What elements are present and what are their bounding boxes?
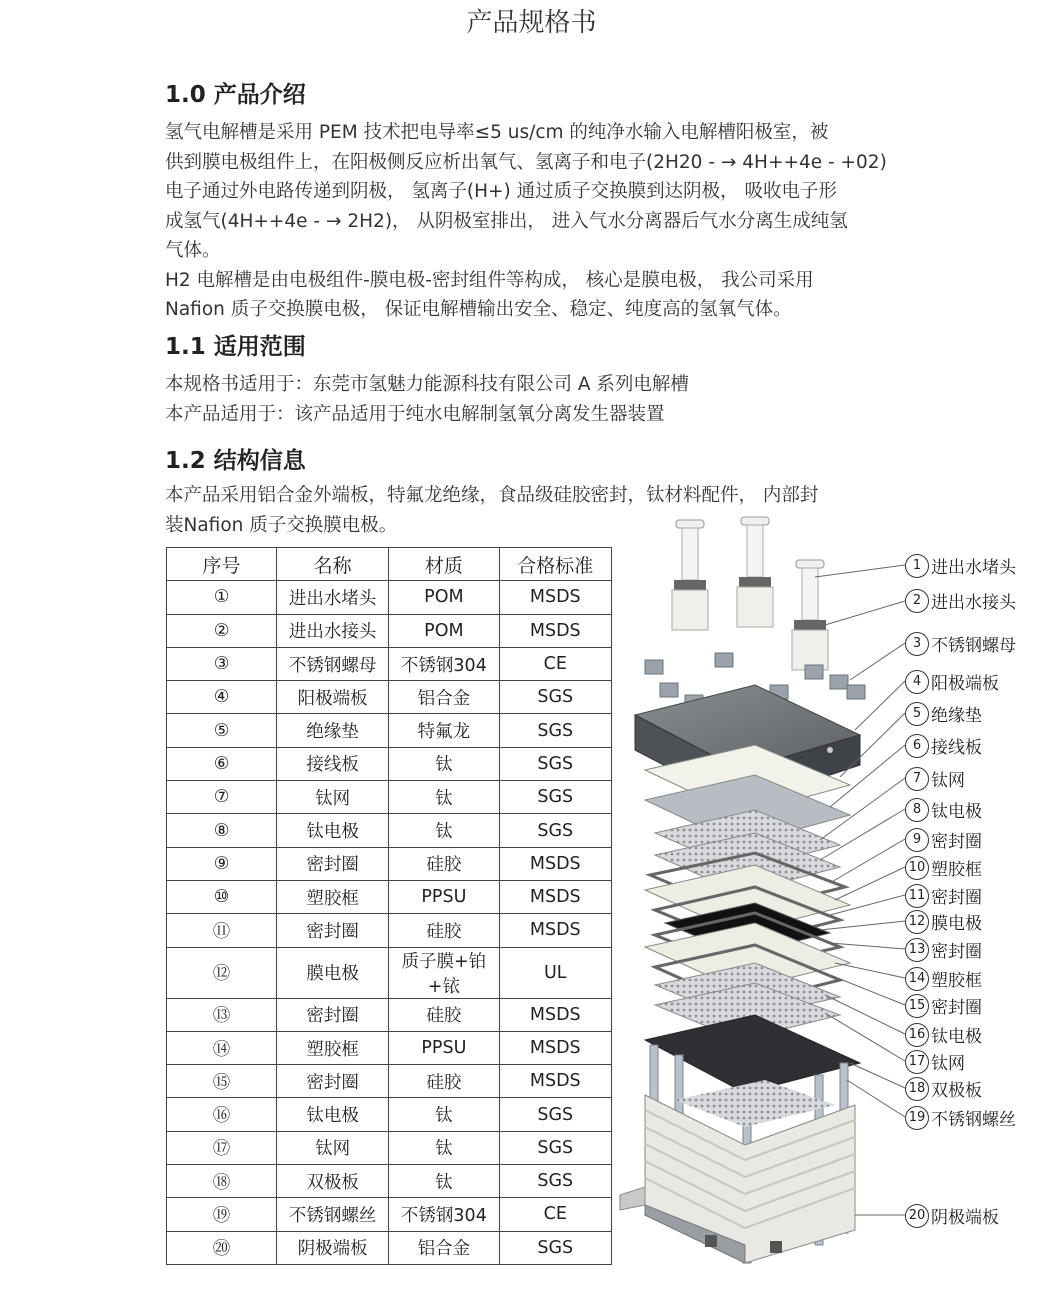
cell-index: ⑯ [167,1098,277,1131]
cell-standard: MSDS [499,914,611,947]
callout-number: 4 [905,670,929,694]
cell-name: 绝缘垫 [277,714,389,747]
cell-name: 密封圈 [277,847,389,880]
cell-material: 硅胶 [389,998,499,1031]
diagram-callout [905,1022,982,1047]
electrolyzer-exploded-illustration [615,515,1060,1265]
intro-paragraph [165,118,930,325]
diagram-callout [905,966,982,991]
diagram-callout [905,1105,1016,1130]
cell-index: ⑧ [167,814,277,847]
callout-text: 密封圈 [931,942,982,962]
diagram-callout [905,588,1016,613]
cell-material: 铝合金 [389,1231,499,1264]
callout-text: 进出水堵头 [931,558,1016,578]
callout-text: 钛电极 [931,1027,982,1047]
structure-line: 装Nafion 质子交换膜电极。 [165,514,398,536]
diagram-callout [905,1076,982,1101]
scope-line: 本产品适用于：该产品适用于纯水电解制氢氧分离发生器装置 [165,403,665,425]
cell-index: ⑦ [167,781,277,814]
callout-number: 10 [905,856,929,880]
cell-standard: MSDS [499,614,611,647]
cell-name: 塑胶框 [277,880,389,913]
cell-standard: SGS [499,747,611,780]
callout-number: 9 [905,828,929,852]
cell-name: 密封圈 [277,998,389,1031]
table-row [167,714,612,747]
cell-index: ⑰ [167,1131,277,1164]
cell-standard: UL [499,947,611,998]
cell-material: 钛 [389,814,499,847]
callout-number: 1 [905,554,929,578]
cell-material: 硅胶 [389,914,499,947]
table-row [167,1231,612,1264]
cell-index: ⑫ [167,947,277,998]
diagram-callout [905,797,982,822]
cell-name: 钛网 [277,1131,389,1164]
diagram-callout [905,766,965,791]
cell-material: 特氟龙 [389,714,499,747]
structure-heading: 1.2 结构信息 [165,448,306,474]
cell-index: ⑲ [167,1198,277,1231]
table-row [167,947,612,998]
table-row [167,1165,612,1198]
table-row [167,781,612,814]
callout-number: 18 [905,1077,929,1101]
diagram-callout [905,553,1016,578]
cell-material: PPSU [389,1031,499,1064]
cell-name: 塑胶框 [277,1031,389,1064]
callout-text: 双极板 [931,1081,982,1101]
callout-text: 不锈钢螺母 [931,636,1016,656]
diagram-callout [905,1203,999,1228]
cell-index: ⑬ [167,998,277,1031]
callout-number: 5 [905,702,929,726]
cell-standard: MSDS [499,1065,611,1098]
table-row [167,880,612,913]
table-row [167,581,612,614]
cell-name: 不锈钢螺丝 [277,1198,389,1231]
diagram-callout [905,1049,965,1074]
cell-material: 钛 [389,1131,499,1164]
cell-standard: MSDS [499,880,611,913]
callout-text: 不锈钢螺丝 [931,1110,1016,1130]
exploded-view-diagram [615,515,1060,1265]
cell-index: ③ [167,647,277,680]
diagram-callout [905,631,1016,656]
structure-line: 本产品采用铝合金外端板，特氟龙绝缘，食品级硅胶密封，钛材料配件， 内部封 [165,485,819,506]
scope-heading: 1.1 适用范围 [165,334,306,360]
cell-index: ⑪ [167,914,277,947]
callout-number: 13 [905,938,929,962]
cell-name: 钛电极 [277,1098,389,1131]
table-row [167,1098,612,1131]
callout-number: 15 [905,994,929,1018]
cell-standard: MSDS [499,847,611,880]
cell-index: ⑭ [167,1031,277,1064]
diagram-callout [905,701,982,726]
table-body [167,581,612,1265]
callout-text: 密封圈 [931,832,982,852]
callout-number: 7 [905,767,929,791]
cell-standard: MSDS [499,581,611,614]
table-row [167,1065,612,1098]
cell-standard: SGS [499,1165,611,1198]
diagram-callout [905,993,982,1018]
diagram-callout [905,669,999,694]
diagram-callout [905,883,982,908]
callout-number: 2 [905,589,929,613]
cell-material: 钛 [389,1165,499,1198]
cell-material: 硅胶 [389,847,499,880]
cell-name: 钛电极 [277,814,389,847]
cell-name: 密封圈 [277,1065,389,1098]
callout-text: 塑胶框 [931,971,982,991]
diagram-callout [905,937,982,962]
cell-name: 进出水堵头 [277,581,389,614]
cell-standard: SGS [499,781,611,814]
callout-text: 塑胶框 [931,860,982,880]
cell-index: ② [167,614,277,647]
intro-heading: 1.0 产品介绍 [165,82,306,108]
table-row [167,747,612,780]
callout-text: 进出水接头 [931,593,1016,613]
table-row [167,847,612,880]
cell-index: ⑥ [167,747,277,780]
cell-index: ⑮ [167,1065,277,1098]
cell-index: ⑱ [167,1165,277,1198]
cell-material: 钛 [389,1098,499,1131]
cell-index: ⑩ [167,880,277,913]
cell-name: 钛网 [277,781,389,814]
cell-name: 接线板 [277,747,389,780]
parts-spec-table [166,547,612,1265]
intro-line: 成氢气(4H++4e - → 2H2)， 从阴极室排出， 进入气水分离器后气水分离生成纯氢 [165,210,848,232]
callout-number: 6 [905,734,929,758]
table-row [167,998,612,1031]
callout-text: 钛电极 [931,802,982,822]
callout-text: 钛网 [931,771,965,791]
cell-index: ④ [167,681,277,714]
cell-material: 钛 [389,747,499,780]
cell-name: 阳极端板 [277,681,389,714]
callout-number: 20 [905,1204,929,1228]
table-row [167,914,612,947]
cathode-stack-assembly [620,1015,860,1263]
callout-text: 钛网 [931,1054,965,1074]
cell-material: 不锈钢304 [389,1198,499,1231]
diagram-callout [905,855,982,880]
intro-line: Nafion 质子交换膜电极， 保证电解槽输出安全、稳定、纯度高的氢氧气体。 [165,299,792,320]
callout-text: 绝缘垫 [931,706,982,726]
cell-name: 双极板 [277,1165,389,1198]
callout-number: 14 [905,967,929,991]
cell-standard: SGS [499,714,611,747]
cell-material: 硅胶 [389,1065,499,1098]
table-row [167,814,612,847]
intro-line: H2 电解槽是由电极组件-膜电极-密封组件等构成， 核心是膜电极， 我公司采用 [165,269,814,291]
col-header-index: 序号 [167,548,277,581]
callout-number: 16 [905,1023,929,1047]
table-row [167,681,612,714]
document-title: 产品规格书 [466,8,597,38]
cell-index: ⑨ [167,847,277,880]
callout-number: 17 [905,1050,929,1074]
callout-number: 3 [905,632,929,656]
intro-line: 气体。 [165,240,221,261]
cell-index: ⑳ [167,1231,277,1264]
intro-line: 供到膜电极组件上，在阳极侧反应析出氧气、氢离子和电子(2H20 - → 4H++4e - +02) [165,151,887,173]
cell-standard: SGS [499,681,611,714]
cell-standard: MSDS [499,1031,611,1064]
cell-material: POM [389,581,499,614]
intro-line: 电子通过外电路传递到阴极， 氢离子(H+) 通过质子交换膜到达阴极， 吸收电子形 [165,181,837,202]
col-header-name: 名称 [277,548,389,581]
table-row [167,1131,612,1164]
cell-standard: CE [499,1198,611,1231]
plug-connectors [672,517,828,670]
cell-name: 不锈钢螺母 [277,647,389,680]
scope-paragraph [165,370,930,429]
col-header-material: 材质 [389,548,499,581]
callout-text: 阴极端板 [931,1208,999,1228]
table-row [167,1031,612,1064]
cell-name: 膜电极 [277,947,389,998]
cell-standard: MSDS [499,998,611,1031]
callout-text: 密封圈 [931,888,982,908]
cell-name: 进出水接头 [277,614,389,647]
table-row [167,647,612,680]
scope-line: 本规格书适用于：东莞市氢魅力能源科技有限公司 A 系列电解槽 [165,374,689,395]
cell-material: 质子膜+铂+铱 [389,947,499,998]
col-header-standard: 合格标准 [499,548,611,581]
callout-text: 接线板 [931,738,982,758]
cell-material: POM [389,614,499,647]
cell-index: ⑤ [167,714,277,747]
cell-name: 阴极端板 [277,1231,389,1264]
intro-line: 氢气电解槽是采用 PEM 技术把电导率≤5 us/cm 的纯净水输入电解槽阳极室，被 [165,122,829,143]
callout-text: 膜电极 [931,914,982,934]
cell-standard: SGS [499,814,611,847]
callout-text: 密封圈 [931,998,982,1018]
cell-standard: SGS [499,1231,611,1264]
table-header-row [167,548,612,581]
cell-material: PPSU [389,880,499,913]
cell-standard: CE [499,647,611,680]
callout-number: 11 [905,884,929,908]
diagram-callout [905,909,982,934]
stack-layers [645,745,850,1040]
table-row [167,1198,612,1231]
cell-name: 密封圈 [277,914,389,947]
cell-standard: SGS [499,1098,611,1131]
cell-material: 钛 [389,781,499,814]
cell-material: 铝合金 [389,681,499,714]
callout-number: 19 [905,1106,929,1130]
table-row [167,614,612,647]
diagram-callout [905,827,982,852]
cell-index: ① [167,581,277,614]
callout-number: 8 [905,798,929,822]
callout-number: 12 [905,910,929,934]
callout-text: 阳极端板 [931,674,999,694]
cell-material: 不锈钢304 [389,647,499,680]
cell-standard: SGS [499,1131,611,1164]
diagram-callout [905,733,982,758]
